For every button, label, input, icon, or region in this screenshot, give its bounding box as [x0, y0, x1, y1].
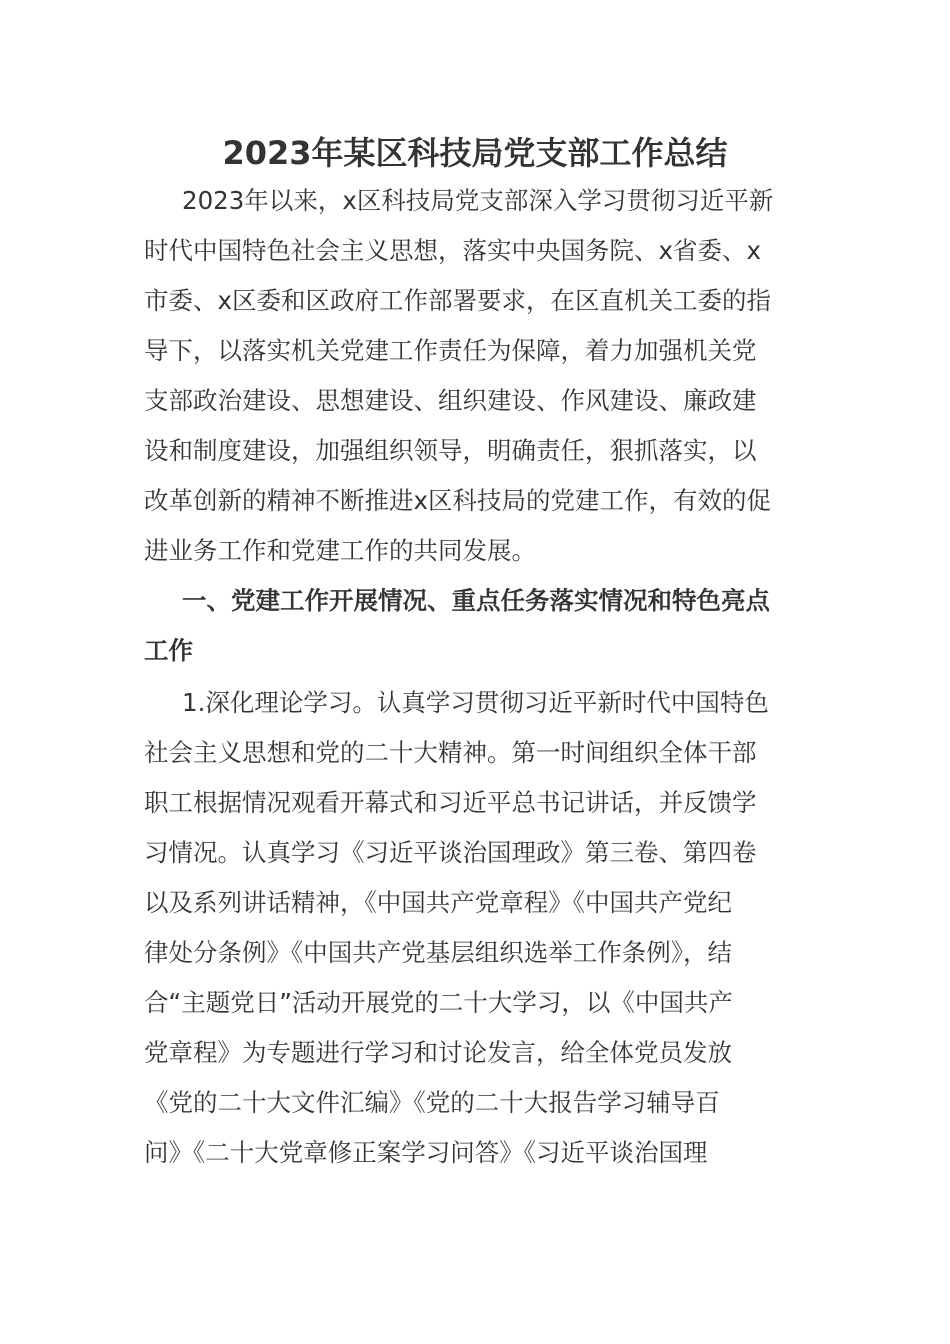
intro-line: 2023年以来，x区科技局党支部深入学习贯彻习近平新: [182, 186, 774, 215]
section-heading-line: 工作: [144, 636, 193, 665]
item-line: 社会主义思想和党的二十大精神。第一时间组织全体干部: [144, 738, 757, 767]
item-line: 党章程》为专题进行学习和讨论发言，给全体党员发放: [144, 1038, 732, 1067]
item-line: 习情况。认真学习《习近平谈治国理政》第三卷、第四卷: [144, 838, 757, 867]
intro-line: 导下，以落实机关党建工作责任为保障，着力加强机关党: [144, 336, 757, 365]
item-line: 1.深化理论学习。认真学习贯彻习近平新时代中国特色: [182, 688, 769, 717]
document-title: 2023年某区科技局党支部工作总结: [222, 134, 728, 172]
item-line: 律处分条例》《中国共产党基层组织选举工作条例》，结: [144, 938, 732, 967]
item-line: 合“主题党日”活动开展党的二十大学习，以《中国共产: [144, 988, 733, 1017]
item-line: 问》《二十大党章修正案学习问答》《习近平谈治国理: [144, 1138, 708, 1167]
intro-line: 支部政治建设、思想建设、组织建设、作风建设、廉政建: [144, 386, 757, 415]
item-line: 职工根据情况观看开幕式和习近平总书记讲话，并反馈学: [144, 788, 757, 817]
intro-line: 改革创新的精神不断推进x区科技局的党建工作，有效的促: [144, 486, 771, 515]
item-line: 《党的二十大文件汇编》《党的二十大报告学习辅导百: [144, 1088, 720, 1117]
section-heading-line: 一、党建工作开展情况、重点任务落实情况和特色亮点: [182, 586, 770, 615]
intro-line: 时代中国特色社会主义思想，落实中央国务院、x省委、x: [144, 236, 761, 265]
intro-line: 进业务工作和党建工作的共同发展。: [144, 536, 536, 565]
intro-line: 设和制度建设，加强组织领导，明确责任，狠抓落实，以: [144, 436, 757, 465]
intro-line: 市委、x区委和区政府工作部署要求，在区直机关工委的指: [144, 286, 771, 315]
item-line: 以及系列讲话精神，《中国共产党章程》《中国共产党纪: [144, 888, 732, 917]
